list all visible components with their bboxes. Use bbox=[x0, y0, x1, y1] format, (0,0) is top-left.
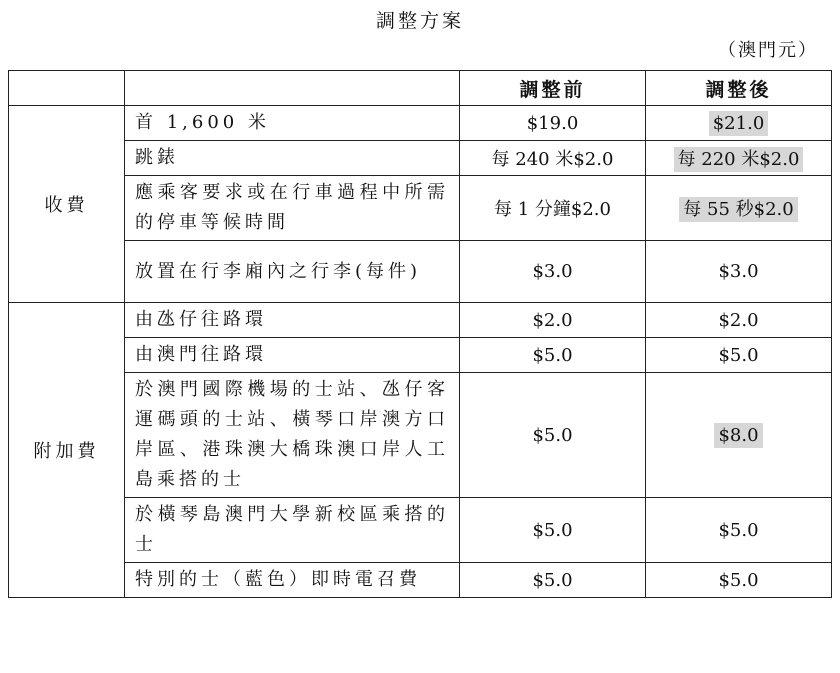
after-value-cell: $5.0 bbox=[646, 338, 832, 373]
after-value-cell bbox=[646, 106, 832, 141]
before-value-cell: $5.0 bbox=[460, 373, 646, 498]
before-value-cell: $19.0 bbox=[460, 106, 646, 141]
table-row bbox=[9, 241, 832, 303]
category-cell-fare: 收費 bbox=[9, 106, 125, 303]
item-cell: 應乘客要求或在行車過程中所需的停車等候時間 bbox=[125, 176, 460, 241]
before-value-cell: $3.0 bbox=[460, 241, 646, 303]
header-after: 調整後 bbox=[646, 71, 832, 106]
after-value-cell bbox=[646, 176, 832, 241]
item-cell: 於澳門國際機場的士站、氹仔客運碼頭的士站、橫琴口岸澳方口岸區、港珠澳大橋珠澳口岸人工島乘搭的士 bbox=[125, 373, 460, 498]
highlighted-value: 每 220 米$2.0 bbox=[674, 147, 804, 172]
item-cell: 放置在行李廂內之行李(每件) bbox=[125, 241, 460, 303]
after-value-cell bbox=[646, 141, 832, 176]
table-row bbox=[9, 303, 832, 338]
before-value-cell: 每 1 分鐘$2.0 bbox=[460, 176, 646, 241]
before-value-cell: $5.0 bbox=[460, 563, 646, 598]
after-value-cell bbox=[646, 373, 832, 498]
item-cell: 由氹仔往路環 bbox=[125, 303, 460, 338]
item-cell: 於橫琴島澳門大學新校區乘搭的士 bbox=[125, 498, 460, 563]
before-value-cell: $5.0 bbox=[460, 338, 646, 373]
table-row bbox=[9, 498, 832, 563]
item-cell: 跳錶 bbox=[125, 141, 460, 176]
category-cell-surcharge: 附加費 bbox=[9, 303, 125, 598]
table-row bbox=[9, 373, 832, 498]
table-row bbox=[9, 141, 832, 176]
header-empty-cell bbox=[9, 71, 125, 106]
item-cell: 首 1,600 米 bbox=[125, 106, 460, 141]
highlighted-value: $21.0 bbox=[709, 111, 769, 136]
document-title: 調整方案 bbox=[375, 10, 464, 32]
header-before: 調整前 bbox=[460, 71, 646, 106]
table-row bbox=[9, 338, 832, 373]
fare-adjustment-table bbox=[8, 70, 832, 598]
item-cell: 特別的士（藍色）即時電召費 bbox=[125, 563, 460, 598]
before-value-cell: $2.0 bbox=[460, 303, 646, 338]
item-cell: 由澳門往路環 bbox=[125, 338, 460, 373]
currency-unit-note: （澳門元） bbox=[718, 40, 818, 61]
after-value-cell: $2.0 bbox=[646, 303, 832, 338]
header-empty-cell bbox=[125, 71, 460, 106]
table-row bbox=[9, 563, 832, 598]
highlighted-value: $8.0 bbox=[714, 423, 762, 448]
highlighted-value: 每 55 秒$2.0 bbox=[679, 197, 797, 222]
after-value-cell: $5.0 bbox=[646, 498, 832, 563]
table-row bbox=[9, 176, 832, 241]
table-header-row bbox=[9, 71, 832, 106]
before-value-cell: 每 240 米$2.0 bbox=[460, 141, 646, 176]
before-value-cell: $5.0 bbox=[460, 498, 646, 563]
after-value-cell: $5.0 bbox=[646, 563, 832, 598]
table-row bbox=[9, 106, 832, 141]
after-value-cell: $3.0 bbox=[646, 241, 832, 303]
